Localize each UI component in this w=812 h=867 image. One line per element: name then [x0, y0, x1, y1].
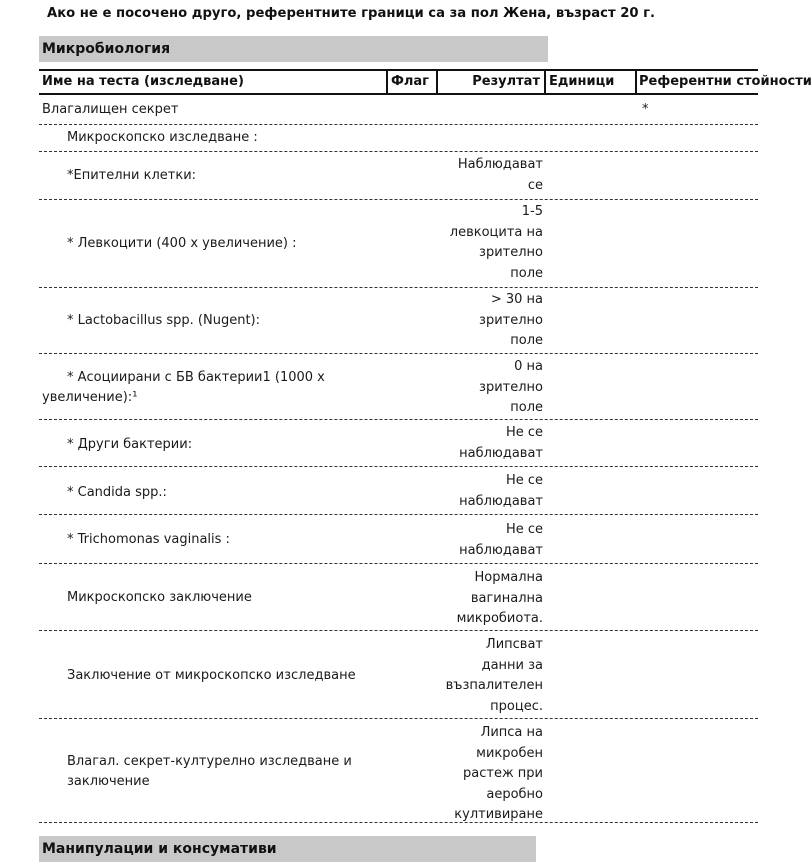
test-result: > 30 на зрително поле — [479, 292, 543, 348]
section-title-microbiology: Микробиология — [39, 36, 548, 62]
test-name: * Левкоцити (400 x увеличение) : — [67, 236, 297, 251]
table-row — [39, 354, 758, 420]
test-result: 0 на зрително поле — [479, 359, 543, 415]
group-name: Влагалищен секрет — [42, 102, 179, 117]
table-row — [39, 564, 758, 631]
test-name: * Trichomonas vaginalis : — [67, 532, 230, 547]
table-row — [39, 467, 758, 515]
test-name: * Други бактерии: — [67, 437, 193, 452]
col-divider — [544, 71, 546, 93]
table-row-group — [39, 96, 758, 124]
col-divider — [635, 71, 637, 93]
test-result: Не се наблюдават — [459, 425, 543, 461]
test-name: *Епителни клетки: — [67, 168, 197, 183]
test-result: Наблюдават се — [457, 157, 543, 193]
table-row — [39, 719, 758, 823]
table-row — [39, 125, 758, 152]
test-name: * Lactobacillus spp. (Nugent): — [67, 313, 261, 328]
table-row — [39, 515, 758, 564]
col-result: Резултат — [472, 74, 540, 89]
test-name: Заключение от микроскопско изследване — [67, 668, 356, 683]
table-header — [39, 69, 812, 95]
test-result: Нормална вагинална микробиота. — [456, 570, 543, 626]
test-name: Микроскопско изследване : — [67, 130, 258, 145]
col-units: Единици — [549, 74, 615, 89]
col-test-name: Име на теста (изследване) — [42, 74, 244, 89]
table-row — [39, 420, 758, 467]
test-result: Липсват данни за възпалителен процес. — [445, 637, 543, 714]
test-result: Не се наблюдават — [459, 473, 543, 509]
table-row — [39, 152, 758, 200]
test-name: * Candida spp.: — [67, 485, 167, 500]
col-divider — [386, 71, 388, 93]
reference-note: Ако не е посочено друго, референтните граници са за пол Жена, възраст 20 г. — [47, 6, 656, 21]
table-row — [39, 288, 758, 354]
test-result: Не се наблюдават — [459, 522, 543, 558]
col-flag: Флаг — [391, 74, 429, 89]
test-name: * Асоциирани с БВ бактерии1 (1000 x увеличение):¹ — [42, 370, 325, 405]
table-row — [39, 631, 758, 719]
section-title-manipulations: Манипулации и консумативи — [39, 836, 536, 862]
group-reference: * — [642, 102, 649, 117]
test-result: 1-5 левкоцита на зрително поле — [449, 204, 543, 281]
test-result: Липса на микробен растеж при аеробно култивиране — [454, 725, 543, 822]
test-name: Микроскопско заключение — [67, 590, 252, 605]
table-row — [39, 200, 758, 288]
col-reference: Референтни стойности — [639, 74, 812, 89]
test-name: Влагал. секрет-културелно изследване и заключение — [67, 754, 352, 789]
